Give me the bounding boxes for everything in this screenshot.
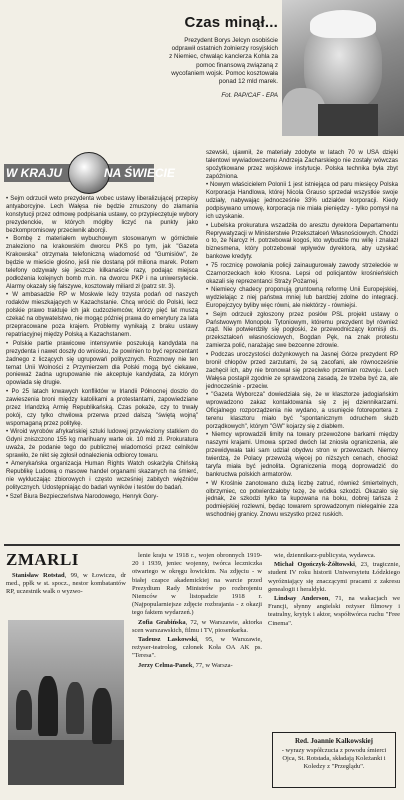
obituary-entry	[268, 552, 400, 560]
section-divider	[4, 544, 400, 546]
obituary-name: Michał Ogończyk-Żółtowski	[274, 561, 355, 569]
news-item: • Amerykańska organizacja Human Rights Watch oskarżyła Chińską Republikę Ludową o masowe handel organami skazanych na śmierć, nie wykluczając zbiorowych i często wcześniej zabitych więźniów politycznych. Udostępniając do badań wyników i testów do badań.	[6, 461, 198, 492]
photo-collar-shape	[318, 104, 378, 136]
condolence-box	[272, 732, 396, 788]
news-item: • Niemcy wprowadzili limity na towary przewożone barkami między naszymi krajami. Umowa sprzed dwóch lat zniosła ograniczenia, ale przewidywała taki sam udział obydwu stron w przewozach. Niemcy twierdzą, że Polacy przewożą więcej po niższych cenach, chociaż taryfa miała być jednolita. Ograniczenia mogą doprowadzić do bankructwa polskich armatorów.	[206, 432, 398, 479]
news-column-left	[6, 196, 198, 502]
top-feature-text	[168, 4, 278, 99]
headline: Czas minął...	[184, 14, 278, 31]
condolence-text: - wyrazy współczucia z powodu śmierci Ojca, St. Rotstada, składają Koleżanki i Koledzy z "Przeglądu".	[281, 747, 387, 770]
top-feature	[0, 0, 404, 152]
photo-figure-shape	[92, 688, 112, 744]
obituary-name: Zofia Grabińska	[138, 618, 186, 626]
obituary-text: lenie kraju w 1918 r., wojen obronnych 1919-20 i 1939, jeniec wojenny, twórca leczniczka otwartego w okręgu łowickim. Na zdjęciu - w białej czapce akademickiej na warcie przed Prezydium Rady Ministrów po rozbrojeniu Niemców w listopadzie 1918 r. (Najpopularniejsze zdjęcie rozbrajania - z okazji tego faktem wydarzeń.)	[132, 552, 262, 617]
obituary-text: , 23, tragicznie, student IV roku historii Uniwersytetu Łódzkiego wyróżniający się znaczącymi pracami z zakresu genealogii i heraldyki.	[268, 561, 401, 593]
obituary-text: , 99, w Łowiczu, dr med., ppłk w st. spocz., nestor kombatantów RP, uczestnik walk o wyzwo-	[6, 572, 126, 596]
obituary-text: , 77, w Warsza-	[192, 661, 233, 669]
obituary-text: , 71, na wakacjach we Francji, słynny angielski reżyser filmowy i teatralny, krytyk i aktor, współtwórca ruchu "Free Cinema".	[268, 595, 400, 627]
news-item: • Po 25 latach krwawych konfliktów w Irlandii Północnej doszło do zawieszenia broni między katolikami a protestantami, zapowiedziane przez Irlandzką Armię Republikańską. Czas pokaże, czy to trwały pokój, czy tylko chwilowa przerwa przed dalszą "świętą wojną" wspomaganą przez politykę.	[6, 388, 198, 427]
obituary-column-2	[132, 552, 262, 671]
news-item: • W Kroślnie zanotowano dużą liczbę zatruć, również śmiertelnych, olbrzymiec, co potwierdzałoby tezę, że wódka szkodzi. Okazało się jednak, że szkodzi tylko ta kupowana na boku, dobrej tańsza z podmiejskiej rozlewni, będąc towarem sprowadzonym nielegalnie zza wschodniej granicy. Znowu wszystko przez ruskich.	[206, 480, 398, 519]
photo-hair-shape	[310, 10, 376, 38]
photo-figure-shape	[66, 682, 84, 734]
section-left-label: W KRAJU	[6, 166, 62, 180]
historical-photo	[8, 620, 124, 785]
news-item: • Szef Biura Bezpieczeństwa Narodowego, Henryk Gory-	[6, 493, 159, 500]
news-item: • Bombę z materiałem wybuchowym stosowanym w górnictwie znaleziono na krakowskim dworcu PKS po tym, jak "Gazeta Krakowska" otrzymała telefoniczną wiadomość od "Gumisiów", że będzie w mieście głośno, jeśli nie dostaną pół miliona marek. Potem telefony odzywały się jeszcze kilkanaście razy, podając miejsca podłożenia kolejnych bomb m.in. na dworcu PKP i na uniwersytecie. Alarmy okazały się fałszywe, kosztowały miliard zł (patrz str. 3).	[6, 236, 198, 290]
photo-figure-shape	[16, 690, 32, 730]
obituary-entry	[268, 561, 400, 594]
news-item: • "Gazeta Wyborcza" dowiedziała się, że w klasztorze jadogiańskim wprowadzono zakaz kontaktowania się z jej dziennikarzami. Oficjalnego rozporządzenia nie wydano, a usunięcie fotoreportera z terenu klasztoru miało być "spontanicznym odruchem służb porządkowych", którym "GW" kojarzy się z diabłem.	[206, 392, 398, 430]
news-item: • Sejm odrzucił weto prezydenta wobec ustawy liberalizującej przepisy antyaborcyjne. Lech Wałęsa nie będzie zmuszony do złamania konstytucji przez odmowę podpisania ustawy, co przypieczętuje wybory prezydenckie, w których mógłby liczyć na punkty jako bezkompromisowy przeciwnik aborcji.	[6, 196, 198, 234]
condolence-recipient: Red. Joannie Kalkowskiej	[295, 737, 373, 745]
obituary-entry	[132, 636, 262, 661]
section-right-label: NA ŚWIECIE	[104, 166, 175, 180]
news-item: • Niemiecy chadecy proponują gruntowną reformę Unii Europejskiej, wydzielając z niej państwa mniej lub bardziej zdolne do integracji. Europejczycy byliby więc równi, ale niektórzy - równiejsi.	[206, 287, 398, 310]
news-item: • Lubelska prokuratura wszadziła do aresztu dyrektora Departamentu Reprywatyzacji w Ministerstwie Przekształceń Własnościowych. Chodzi o to, że Narcyz H. potrzebował kogoś, kto wybudzie mu willę i znalazł biznesmena, który potrzebował wpływów dyrektora, aby uzyskać bankowe kredyty.	[206, 222, 398, 261]
obituary-name: Lindsay Anderson	[274, 595, 329, 603]
news-item: szewski, ujawnił, że materiały zdobyte w latach 70 w USA dzięki talentowi wywiadowczemu Andrzeja Zacharskiego nie zostały wówczas spożytkowane przez wojskowe instytucje. Polska technika była zbyt zapóźniona.	[206, 150, 398, 180]
lead-paragraph: Prezydent Borys Jelcyn osobiście odprawił ostatnich żołnierzy rosyjskich z Niemiec, chwaląc kanclerza Kohla za pomoc finansową związaną z wycofaniem wojsk. Pomoc kosztowała ponad 12 mld marek.	[169, 37, 278, 86]
obituary-column-3	[268, 552, 400, 629]
photo-ground-shape	[8, 740, 124, 785]
news-item: • W ambasadzie RP w Moskwie leży trzysta podań od naszych rodaków mieszkających w Kazachstanie. Chcą wrócić do Polski, lecz polskie prawo traktuje ich jak cudzoziemców, którzy pięć lat muszą czekać na obywatelstwo, nie mogąc później prawa do emerytury za lata przepracowane poza krajem. Problemy wynikają z braku ustawy repatriacyjnej między Polską a Kazachstanem.	[6, 292, 198, 339]
news-item: • Polskie partie prawicowe intensywnie poszukują kandydata na prezydenta i nawet doszły do wniosku, że powinien to być reprezentant żadnego z liczących się ugrupowań politycznych. Rozmowy nie ten temat Unii Wolności z Przymierzem dla Polski mogą być ciekawe, ponieważ żadna ugrupowanie nie akceptuje kandydata, za którym opowiada się drugie.	[6, 340, 198, 387]
obituary-name: Jerzy Celma-Panek	[138, 661, 193, 669]
obituary-entry	[132, 662, 262, 670]
obituary-entry	[268, 595, 400, 628]
obituary-text: , 72, w Warszawie, aktorka scen warszawskich, filmu i TV, piosenkarka.	[132, 618, 262, 634]
obituaries-title: ZMARLI	[6, 550, 79, 569]
news-item: • Wiroid wyrobów afrykańskiej sztuki ludowej przywieziony statkiem do Gdyni zniszczono 155 kg marihuany warte ok. 10 mld zł. Prokuratura uważa, że podanie tego do publicznej wiadomości przez celników sprawiło, że nikt się zgłosił odnalezienia odbiorcy towaru.	[6, 429, 198, 459]
obituary-text: wie, dziennikarz-publicysta, wydawca.	[274, 552, 376, 559]
obituary-text: , 95, w Warszawie, reżyser-teatrolog, członek Koła OA AK ps. "Teresa".	[132, 636, 262, 660]
obituary-name: Stanisław Rotstad	[12, 572, 65, 579]
news-column-right	[206, 150, 398, 521]
obituary-column-1	[6, 572, 126, 598]
portrait-photo	[282, 0, 404, 136]
photo-credit: Fot. PAP/CAF - EPA	[221, 92, 278, 100]
news-item: • Sejm odrzucił zgłoszony przez posłów PSL projekt ustawy o Państwowym Monopolu Tytoniowym, któremu prezydent był również rząd. Nie potwierdziły się pogłoski, że przewodniczący komisji ds. przekształceń własnościowych, Bogdan Pęk, na znak protestu zamierza polić, narażając swe bezcenne zdrowie.	[206, 311, 398, 350]
obituary-entry	[132, 619, 262, 635]
news-item: • 75 rocznicę powołania policji zainaugurowały zawody strzeleckie w Czarnorzeckach koło Krosna. Lepsi od policjantów krośnieńskich okazali się reprezentanci Straży Pożarnej.	[206, 262, 398, 285]
photo-figure-shape	[38, 676, 58, 736]
obituary-entry	[132, 552, 262, 618]
obituary-entry	[6, 572, 126, 597]
news-item: • Nowym właścicielem Polonii 1 jest istniejąca od paru miesięcy Polska Korporacja Handlowa, której Nicola Grauso sprzedał wszystkie swoje udziały, nabywając jednocześnie 33% udziałów korporacji. Kiedy podpisywano umowę, korporacja nie miała pieniędzy - tylko pomysł na ich uzyskanie.	[206, 182, 398, 221]
obituary-name: Tadeusz Laskowski	[138, 636, 198, 644]
section-header	[0, 150, 200, 192]
news-item: • Podczas uroczystości dożynkowych na Jasnej Górze prezydent RP bronił chłopów przed zarzutami, że są zacofani, ale równocześnie zachęcił ich, aby nie bronował się przeciwko przemian rozwoju. Lech Wałęsa postąpił zgodnie ze sprawdzoną zasadą, że trzeba być za, ale jednocześnie - przeciw.	[206, 351, 398, 390]
